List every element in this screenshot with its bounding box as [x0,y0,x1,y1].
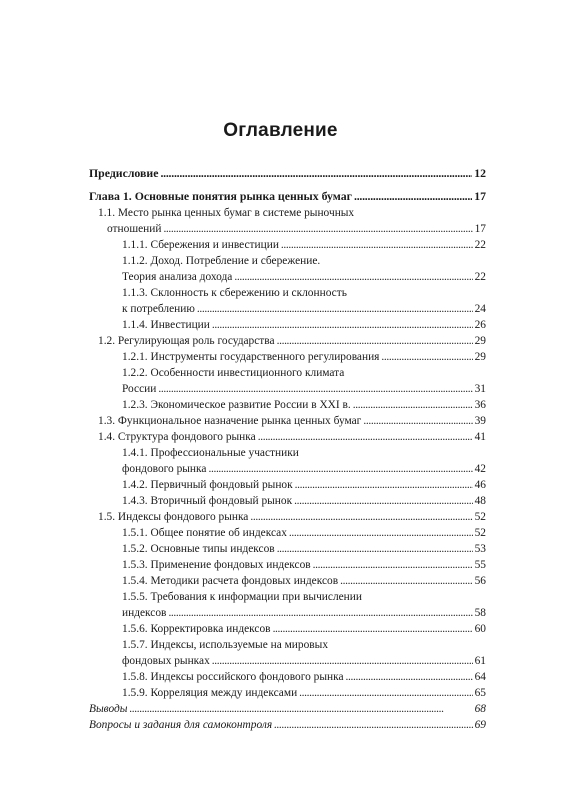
toc-entry-title: 1.5.3. Применение фондовых индексов [122,559,311,571]
dot-leader [212,317,473,333]
toc-entry-title: Предисловие [89,166,159,180]
toc-entry-1-3 [89,413,486,429]
toc-entry-title: 1.4. Структура фондового рынка [98,431,256,443]
toc-page-number: 22 [474,239,486,251]
toc-entry-1-4-1 [89,445,486,477]
dot-leader [163,221,472,237]
toc-entry-1-4-2 [89,477,486,493]
toc-entry-questions [89,717,486,733]
toc-entry-1-5-8 [89,669,486,685]
dot-leader [250,509,472,525]
toc-page-number: 55 [474,559,486,571]
toc-entry-1-1-4 [89,317,486,333]
dot-leader [130,701,473,717]
toc-page-number: 48 [474,495,486,507]
toc-page-number: 17 [474,223,486,235]
toc-entry-title: 1.3. Функциональное назначение рынка ценных бумаг [98,415,362,427]
dot-leader [158,381,472,397]
toc-page-number: 39 [474,415,486,427]
dot-leader [258,429,473,445]
toc-entry-title: 1.5.6. Корректировка индексов [122,623,271,635]
toc-entry-title-line: 1.5.5. Требования к информации при вычислении [122,591,362,603]
toc-entry-title: 1.5.8. Индексы российского фондового рынка [122,671,344,683]
toc-entry-title-line: отношений [107,223,162,235]
dot-leader [289,525,473,541]
dot-leader [295,477,473,493]
toc-page-number: 24 [474,303,486,315]
toc-page-number: 26 [474,319,486,331]
toc-page-number: 41 [474,431,486,443]
toc-entry-title-line: фондовых рынках [122,655,210,667]
dot-leader [381,349,472,365]
toc-page-number: 22 [474,271,486,283]
toc-entry-title: 1.5.9. Корреляция между индексами [122,687,298,699]
toc-entry-title: Глава 1. Основные понятия рынка ценных бумаг [89,189,353,203]
toc-entry-title-line: 1.2.2. Особенности инвестиционного климата [122,367,345,379]
toc-entry-title: 1.5.1. Общее понятие об индексах [122,527,287,539]
toc-entry-title: 1.5.4. Методики расчета фондовых индексов [122,575,339,587]
dot-leader [160,165,472,182]
toc-entry-1-5-4 [89,573,486,589]
toc-page-number: 52 [474,511,486,523]
toc-entry-title-line: 1.1. Место рынка ценных бумаг в системе рыночных [98,207,355,219]
toc-page-number: 64 [474,671,486,683]
toc-entry-chapter-1 [89,188,486,205]
toc-entry-1-4 [89,429,486,445]
toc-entry-title-line: фондового рынка [122,463,207,475]
page-title: Оглавление [223,120,338,141]
toc-entry-title: 1.4.3. Вторичный фондовый рынок [122,495,293,507]
dot-leader [168,605,472,621]
toc-entry-title-line: к потреблению [122,303,195,315]
toc-entry-1-1-1 [89,237,486,253]
toc-entry-preface [89,165,486,182]
toc-entry-title-line: 1.1.2. Доход. Потребление и сбережение. [122,255,321,267]
dot-leader [274,717,472,733]
toc-entry-1-5-5 [89,589,486,621]
toc-entry-title-line: 1.4.1. Профессиональные участники [122,447,299,459]
toc-entry-title: Вопросы и задания для самоконтроля [89,719,273,731]
table-of-contents [89,165,486,733]
toc-entry-title: 1.4.2. Первичный фондовый рынок [122,479,293,491]
toc-entry-1-5-7 [89,637,486,669]
toc-page-number: 17 [474,189,486,203]
toc-entry-1-5-1 [89,525,486,541]
toc-entry-1-2-2 [89,365,486,397]
toc-page-number: 58 [474,607,486,619]
toc-entry-1-1 [89,205,486,237]
dot-leader [346,669,473,685]
toc-page-number: 29 [474,351,486,363]
toc-entry-1-1-3 [89,285,486,317]
toc-entry-title: 1.5. Индексы фондового рынка [98,511,249,523]
dot-leader [363,413,472,429]
toc-page-number: 60 [474,623,486,635]
toc-entry-1-1-2 [89,253,486,285]
dot-leader [234,269,472,285]
toc-entry-title: 1.1.4. Инвестиции [122,319,210,331]
toc-entry-1-4-3 [89,493,486,509]
toc-entry-title: 1.1.1. Сбережения и инвестиции [122,239,279,251]
toc-entry-title: 1.2.1. Инструменты государственного регулирования [122,351,380,363]
dot-leader [354,188,472,205]
toc-page-number: 31 [474,383,486,395]
toc-page-number: 65 [474,687,486,699]
toc-entry-title: 1.2.3. Экономическое развитие России в XXI в. [122,399,351,411]
toc-entry-title: Выводы [89,703,128,715]
toc-page-number: 56 [474,575,486,587]
toc-entry-1-5-2 [89,541,486,557]
toc-page-number: 46 [474,479,486,491]
toc-entry-1-2 [89,333,486,349]
dot-leader [212,653,473,669]
toc-entry-title: 1.5.2. Основные типы индексов [122,543,275,555]
toc-entry-title-line: 1.1.3. Склонность к сбережению и склонность [122,287,347,299]
toc-page-number: 68 [474,703,486,715]
dot-leader [294,493,472,509]
toc-entry-title-line: 1.5.7. Индексы, используемые на мировых [122,639,329,651]
toc-page-number: 29 [474,335,486,347]
toc-entry-1-5-3 [89,557,486,573]
toc-entry-1-5-9 [89,685,486,701]
toc-entry-title-line: Теория анализа дохода [122,271,233,283]
dot-leader [281,237,473,253]
dot-leader [208,461,472,477]
toc-entry-1-5-6 [89,621,486,637]
toc-page-number: 42 [474,463,486,475]
toc-entry-1-2-1 [89,349,486,365]
dot-leader [277,333,473,349]
dot-leader [299,685,472,701]
toc-page-number: 53 [474,543,486,555]
toc-entry-title-line: индексов [122,607,167,619]
dot-leader [197,301,473,317]
dot-leader [277,541,473,557]
toc-page-number: 52 [474,527,486,539]
toc-page-number: 12 [474,166,486,180]
dot-leader [353,397,473,413]
toc-entry-title: 1.2. Регулирующая роль государства [98,335,275,347]
toc-page-number: 61 [474,655,486,667]
toc-entry-conclusions [89,701,486,717]
dot-leader [273,621,473,637]
dot-leader [340,573,472,589]
toc-page-number: 69 [474,719,486,731]
toc-entry-1-5 [89,509,486,525]
dot-leader [313,557,473,573]
toc-entry-1-2-3 [89,397,486,413]
toc-page-number: 36 [474,399,486,411]
toc-entry-title-line: России [122,383,157,395]
